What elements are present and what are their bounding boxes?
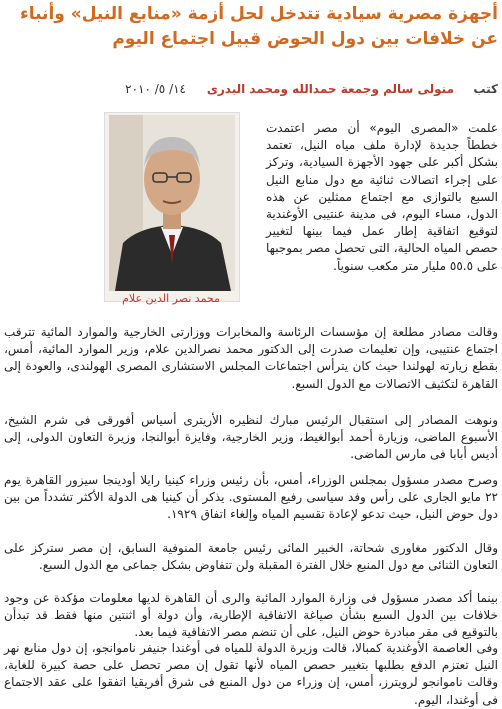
article-headline: أجهزة مصرية سيادية تتدخل لحل أزمة «منابع النيل» وأنباء عن خلافات بين دول الحوض قبيل اجتماع اليوم [20,4,498,49]
minister-photo [104,112,240,302]
article-paragraph: ونوهت المصادر إلى استقبال الرئيس مبارك لنظيره الأريترى أسياس أفورقى فى شرم الشيخ، الأسبوع الماضى، وزيارة أحمد أبوالغيط، وزير الخارجية، وفايزة أبوالنجا، وزيرة التعاون الدولى، إلى أديس أبابا فى مارس الماضى. [4,413,498,462]
portrait-image [109,115,235,291]
article-paragraph: وصرح مصدر مسؤول بمجلس الوزراء، أمس، بأن رئيس وزراء كينيا رايلا أودينجا سيزور القاهرة يوم ٢٢ مايو الجارى على رأس وفد سياسى رفيع المستوى. يذكر أن كينيا هى الدولة الأكثر تشدداً من بين دول حوض النيل، حيث تدعو لإعادة تقسيم المياه وإلغاء اتفاق ١٩٢٩. [4,473,498,522]
photo-caption: محمد نصر الدين علام [122,292,220,305]
article-paragraph: وفى العاصمة الأوغندية كمبالا، قالت وزيرة الدولة للمياه فى أوغندا جنيفر ناموانجو، إن دول منابع نهر النيل تعتزم الدفع بطلبها بتغيير حصص المياه لأنها تقول إن مصر تحصل على حصة كبيرة للغاية، وقالت ناموانجو لرويترز، أمس، إن وزراء من دول المنبع فى شرق أفريقيا اتفقوا على عقد الاجتماع فى أوغندا، اليوم. [4,641,498,707]
byline-label: كتب [473,82,498,96]
publish-date: ١٤/ ٥/ ٢٠١٠ [125,82,186,96]
article-paragraph: وقالت مصادر مطلعة إن مؤسسات الرئاسة والمخابرات ووزارتى الخارجية والموارد المائية تترقب اجتماع عنتيبى، وإن تعليمات صدرت إلى الدكتور محمد نصرالدين علام، وزير الموارد المائية، أمس، بقطع زيارته لهولندا حيث كان يترأس اجتماعات المجلس الاستشارى المصرى الهولندى، والعودة إلى القاهرة لتكثيف الاتصالات مع الدول السبع. [4,325,498,391]
byline-authors[interactable]: منولى سالم وجمعة حمدالله ومحمد البدرى [206,82,454,96]
article-paragraph: بينما أكد مصدر مسؤول فى وزارة الموارد المائية والرى أن القاهرة لديها معلومات مؤكدة عن وجود خلافات بين الدول السبع بشأن صياغة الاتفاقية الإطارية، وأن دولة أو اثنتين منها فقط قد تبدأن بالتوقيع فى مقر مبادرة حوض النيل، على أن تنضم مصر الاتفاقية فيما بعد. [4,591,498,640]
article-paragraph: وقال الدكتور مغاورى شحاتة، الخبير المائى رئيس جامعة المنوفية السابق، إن مصر ستركز على التعاون الثنائى مع دول المنبع خلال الفترة المقبلة ولن تتفاوض بشكل جماعى مع الدول السبع. [4,541,498,573]
article-paragraph: علمت «المصرى اليوم» أن مصر اعتمدت خططاً جديدة لإدارة ملف مياه النيل، تعتمد بشكل أكبر على جهود الأجهزة السيادية، وتركز على إجراء اتصالات ثنائية مع دول منابع النيل السبع بالتوازى مع اجتماع ممثلين عن هذه الدول، مساء اليوم، فى مدينة عنتيبى الأوغندية لتوقيع اتفاقية إطار عمل فيما بينها لتغيير حصص المياه الحالية، التى تحصل مصر بموجبها على ٥٥.٥ مليار متر مكعب سنوياً. [266,121,498,273]
byline [4,82,498,100]
